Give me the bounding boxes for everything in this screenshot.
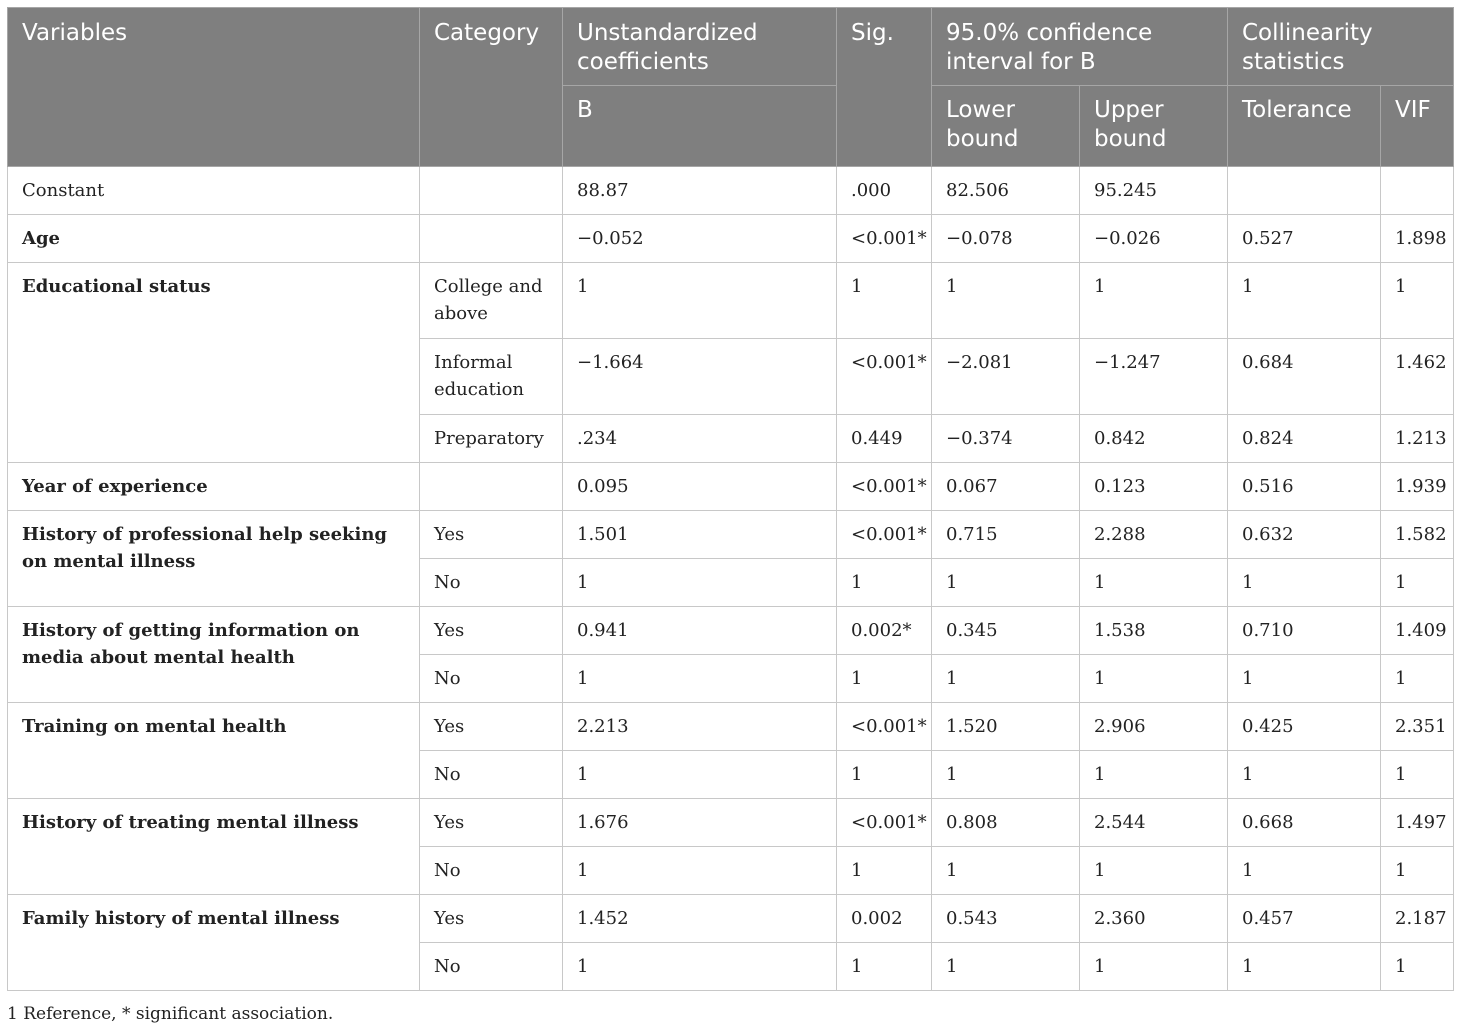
cell-lower: −0.374 [932,415,1080,463]
cell-vif: 1.409 [1381,607,1454,655]
cell-category: Informal education [420,339,563,415]
cell-tolerance: 1 [1228,655,1381,703]
header-lower-bound: Lower bound [932,86,1080,167]
cell-tolerance: 1 [1228,943,1381,991]
cell-category: No [420,943,563,991]
cell-sig: 1 [837,847,932,895]
cell-variable: Year of experience [8,463,420,511]
cell-sig: 1 [837,655,932,703]
cell-variable: Training on mental health [8,703,420,799]
table-row [8,463,1454,511]
cell-vif: 2.351 [1381,703,1454,751]
cell-category: Preparatory [420,415,563,463]
cell-category: College and above [420,263,563,339]
cell-b: 1 [563,263,837,339]
cell-tolerance: 1 [1228,847,1381,895]
cell-category [420,215,563,263]
cell-vif: 1.939 [1381,463,1454,511]
cell-variable: History of treating mental illness [8,799,420,895]
header-b: B [563,86,837,167]
cell-b: 1 [563,943,837,991]
cell-tolerance: 0.457 [1228,895,1381,943]
header-vif: VIF [1381,86,1454,167]
header-unstandardized: Unstandardized coefficients [563,8,837,86]
cell-tolerance: 1 [1228,263,1381,339]
cell-upper: 1 [1080,943,1228,991]
cell-category: No [420,847,563,895]
header-confidence-interval: 95.0% confidence interval for B [932,8,1228,86]
regression-table-container [7,7,1453,991]
cell-category [420,167,563,215]
table-row [8,263,1454,339]
table-row [8,607,1454,655]
cell-lower: 1 [932,655,1080,703]
cell-b: 2.213 [563,703,837,751]
cell-sig: <0.001* [837,799,932,847]
cell-upper: 95.245 [1080,167,1228,215]
cell-sig: 1 [837,559,932,607]
cell-variable: History of professional help seeking on mental illness [8,511,420,607]
cell-tolerance: 0.824 [1228,415,1381,463]
table-row [8,215,1454,263]
cell-lower: 0.067 [932,463,1080,511]
cell-lower: 1.520 [932,703,1080,751]
header-variables: Variables [8,8,420,167]
cell-tolerance: 0.632 [1228,511,1381,559]
table-row [8,167,1454,215]
table-row [8,895,1454,943]
cell-sig: 1 [837,751,932,799]
cell-b: 88.87 [563,167,837,215]
header-tolerance: Tolerance [1228,86,1381,167]
cell-category [420,463,563,511]
cell-b: 1 [563,751,837,799]
cell-lower: 1 [932,943,1080,991]
cell-variable: Constant [8,167,420,215]
cell-upper: 2.288 [1080,511,1228,559]
cell-b: 0.941 [563,607,837,655]
cell-b: 1 [563,847,837,895]
cell-lower: 0.543 [932,895,1080,943]
cell-category: Yes [420,895,563,943]
cell-upper: 0.842 [1080,415,1228,463]
cell-sig: 1 [837,943,932,991]
cell-tolerance: 1 [1228,751,1381,799]
cell-lower: 0.715 [932,511,1080,559]
cell-variable: Age [8,215,420,263]
cell-upper: 1 [1080,559,1228,607]
cell-b: −0.052 [563,215,837,263]
cell-vif: 1.582 [1381,511,1454,559]
cell-lower: 82.506 [932,167,1080,215]
cell-sig: 1 [837,263,932,339]
cell-b: 1 [563,559,837,607]
cell-lower: 1 [932,559,1080,607]
cell-upper: 1 [1080,751,1228,799]
table-row [8,703,1454,751]
header-sig: Sig. [837,8,932,167]
cell-category: Yes [420,799,563,847]
cell-vif: 1.497 [1381,799,1454,847]
cell-vif: 1.462 [1381,339,1454,415]
cell-sig: 0.002* [837,607,932,655]
cell-b: 1.676 [563,799,837,847]
cell-tolerance: 1 [1228,559,1381,607]
cell-b: .234 [563,415,837,463]
cell-sig: <0.001* [837,511,932,559]
cell-category: No [420,559,563,607]
table-row [8,511,1454,559]
cell-tolerance: 0.710 [1228,607,1381,655]
cell-b: 1.501 [563,511,837,559]
cell-upper: 1 [1080,847,1228,895]
cell-sig: 0.002 [837,895,932,943]
cell-upper: 1 [1080,655,1228,703]
cell-upper: 1 [1080,263,1228,339]
cell-category: No [420,751,563,799]
regression-table [7,7,1454,991]
cell-vif: 1.898 [1381,215,1454,263]
cell-lower: 1 [932,751,1080,799]
cell-vif: 1 [1381,263,1454,339]
cell-upper: 0.123 [1080,463,1228,511]
cell-tolerance: 0.527 [1228,215,1381,263]
cell-upper: 1.538 [1080,607,1228,655]
cell-vif: 1 [1381,847,1454,895]
cell-category: Yes [420,511,563,559]
cell-category: Yes [420,703,563,751]
cell-tolerance: 0.668 [1228,799,1381,847]
cell-upper: 2.906 [1080,703,1228,751]
cell-lower: 0.345 [932,607,1080,655]
header-category: Category [420,8,563,167]
cell-b: 1 [563,655,837,703]
cell-sig: <0.001* [837,463,932,511]
cell-tolerance [1228,167,1381,215]
cell-variable: Family history of mental illness [8,895,420,991]
cell-vif: 1 [1381,943,1454,991]
cell-lower: −0.078 [932,215,1080,263]
table-row [8,799,1454,847]
cell-vif: 2.187 [1381,895,1454,943]
cell-sig: <0.001* [837,339,932,415]
cell-sig: 0.449 [837,415,932,463]
cell-vif: 1 [1381,559,1454,607]
cell-tolerance: 0.684 [1228,339,1381,415]
cell-variable: History of getting information on media about mental health [8,607,420,703]
header-collinearity: Collinearity statistics [1228,8,1454,86]
cell-upper: −0.026 [1080,215,1228,263]
cell-lower: 1 [932,263,1080,339]
cell-sig: <0.001* [837,215,932,263]
cell-b: −1.664 [563,339,837,415]
cell-lower: 1 [932,847,1080,895]
cell-sig: <0.001* [837,703,932,751]
cell-b: 1.452 [563,895,837,943]
cell-category: Yes [420,607,563,655]
cell-vif: 1 [1381,751,1454,799]
cell-sig: .000 [837,167,932,215]
cell-upper: 2.544 [1080,799,1228,847]
cell-lower: 0.808 [932,799,1080,847]
cell-variable: Educational status [8,263,420,463]
header-upper-bound: Upper bound [1080,86,1228,167]
cell-upper: −1.247 [1080,339,1228,415]
cell-tolerance: 0.516 [1228,463,1381,511]
cell-lower: −2.081 [932,339,1080,415]
cell-tolerance: 0.425 [1228,703,1381,751]
table-footnote: 1 Reference, * significant association. [7,1004,334,1024]
cell-vif: 1 [1381,655,1454,703]
cell-upper: 2.360 [1080,895,1228,943]
cell-category: No [420,655,563,703]
cell-vif [1381,167,1454,215]
cell-vif: 1.213 [1381,415,1454,463]
cell-b: 0.095 [563,463,837,511]
